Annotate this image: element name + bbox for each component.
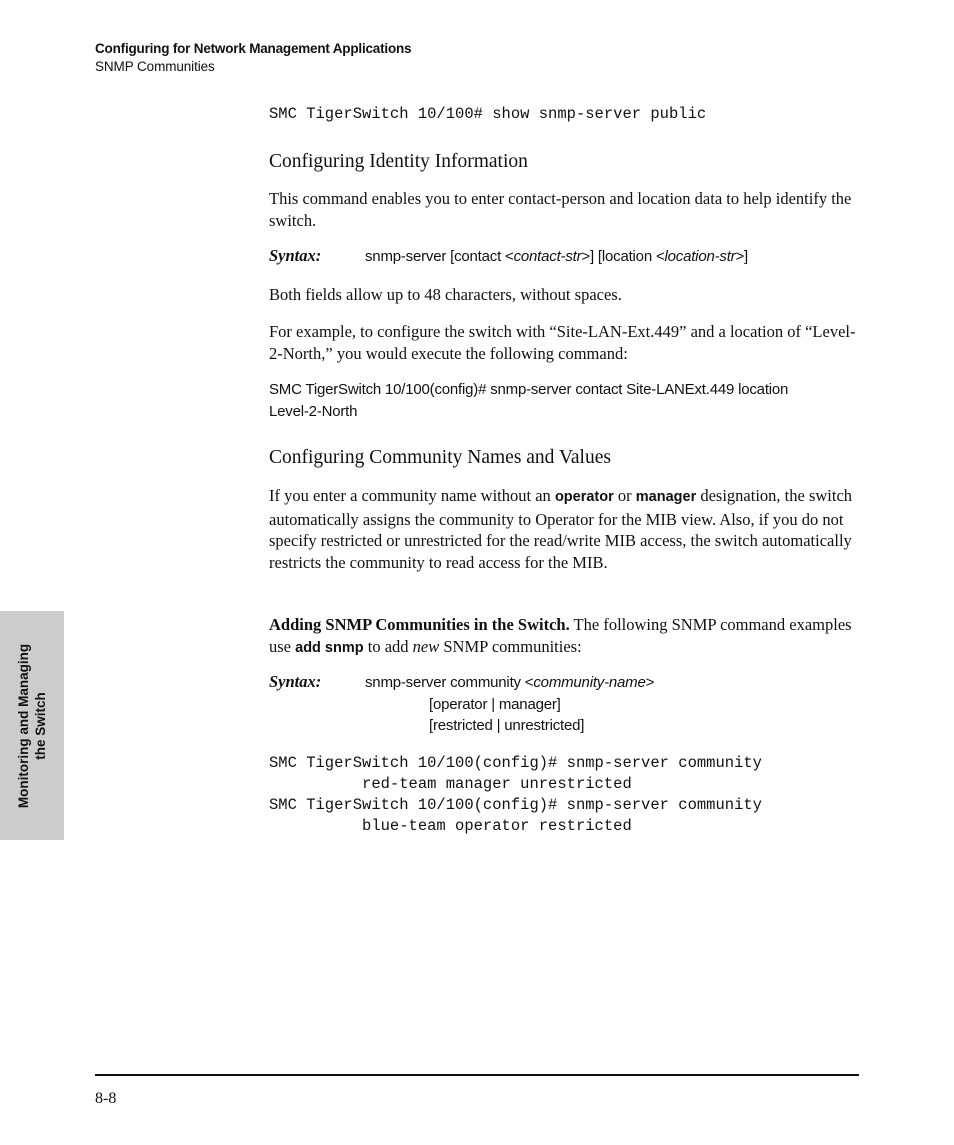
identity-syntax-command: snmp-server [contact <contact-str>] [location <location-str>] xyxy=(365,248,748,265)
adding-communities-paragraph: Adding SNMP Communities in the Switch. The following SNMP command examples use add snmp to add new SNMP communities: xyxy=(269,615,852,656)
contact-location-command xyxy=(269,379,869,422)
community-syntax-line-2: [operator | manager] xyxy=(429,695,561,713)
adding-communities-run-in-heading: Adding SNMP Communities in the Switch. xyxy=(269,615,570,634)
fields-note: Both fields allow up to 48 characters, without spaces. xyxy=(269,285,622,304)
identity-paragraph: This command enables you to enter contact-person and location data to help identify the switch. xyxy=(269,189,852,230)
chapter-side-tab xyxy=(0,611,64,840)
identity-syntax-line xyxy=(269,246,869,266)
identity-section-heading: Configuring Identity Information xyxy=(269,151,528,172)
community-syntax-label: Syntax: xyxy=(269,672,322,691)
footer-rule xyxy=(95,1074,859,1076)
side-tab-line-2: the Switch xyxy=(33,692,48,760)
contact-command-line-2: Level-2-North xyxy=(269,402,358,420)
example-intro-paragraph: For example, to configure the switch with “Site-LAN-Ext.449” and a location of “Level-2-North,” you would execute the following command: xyxy=(269,322,856,363)
page-number: 8-8 xyxy=(95,1090,117,1107)
code-line: SMC TigerSwitch 10/100(config)# snmp-server community xyxy=(269,796,762,814)
community-code-block xyxy=(269,753,762,837)
side-tab-line-1: Monitoring and Managing xyxy=(16,643,31,809)
operator-keyword: operator xyxy=(554,489,614,505)
community-section-heading: Configuring Community Names and Values xyxy=(269,447,611,468)
contact-command-line-1: SMC TigerSwitch 10/100(config)# snmp-server contact Site-LANExt.449 location xyxy=(269,381,789,398)
community-paragraph: If you enter a community name without an operator or manager designation, the switch automatically assigns the community to Operator for the MIB view. Also, if you do not specify restricted or unrestricted for the read/write MIB access, the switch automatically restricts the community to read access for the MIB. xyxy=(269,486,853,572)
add-snmp-keyword: add snmp xyxy=(295,639,364,656)
code-line: SMC TigerSwitch 10/100(config)# snmp-server community xyxy=(269,754,762,772)
running-header-title: Configuring for Network Management Applications xyxy=(95,41,412,56)
community-syntax-line-3: [restricted | unrestricted] xyxy=(429,717,585,734)
code-line: red-team manager unrestricted xyxy=(269,775,632,793)
community-syntax-block xyxy=(269,672,869,734)
chapter-side-tab-label xyxy=(15,644,49,808)
code-line: blue-team operator restricted xyxy=(269,817,632,835)
show-command-code: SMC TigerSwitch 10/100# show snmp-server public xyxy=(269,105,707,123)
community-syntax-line-1: snmp-server community <community-name> xyxy=(365,674,655,691)
manager-keyword: manager xyxy=(635,489,697,505)
running-header-subtitle: SNMP Communities xyxy=(95,59,215,74)
identity-syntax-label: Syntax: xyxy=(269,246,322,265)
